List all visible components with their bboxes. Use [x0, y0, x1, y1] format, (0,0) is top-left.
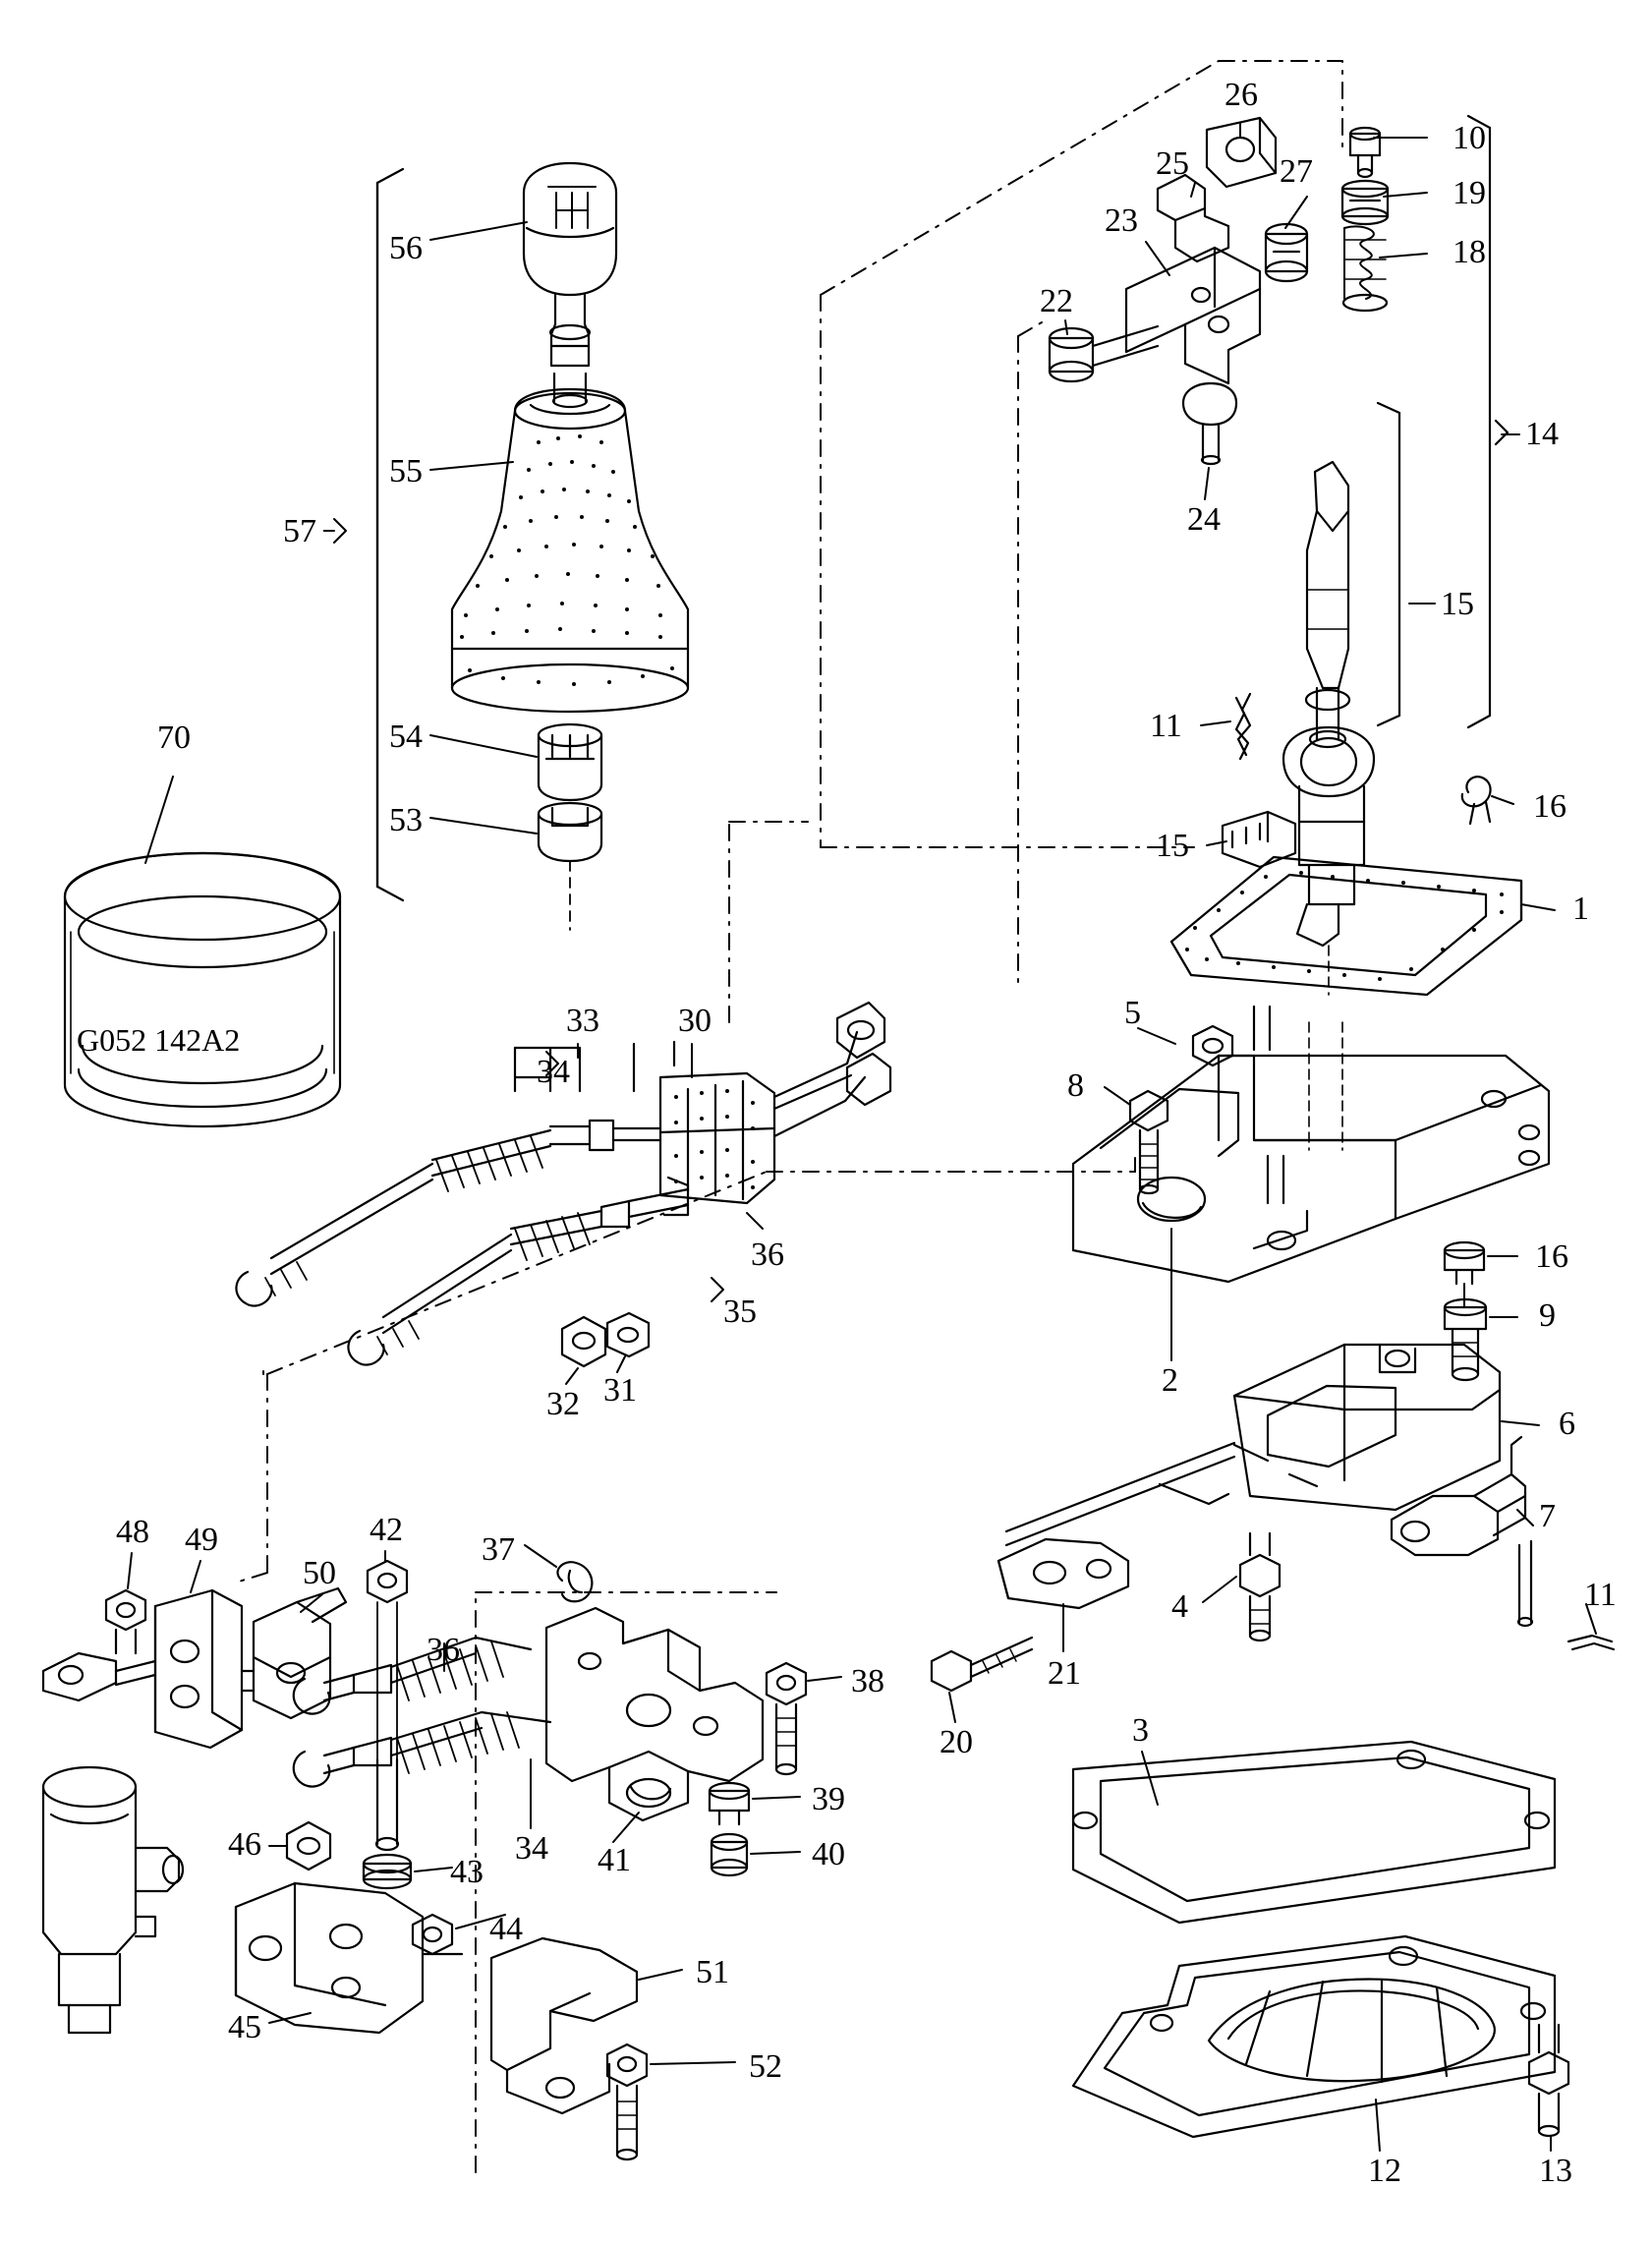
callout-33: 33 [566, 1003, 599, 1039]
callout-22: 22 [1040, 283, 1073, 319]
callout-13: 13 [1539, 2153, 1572, 2189]
callout-55: 55 [389, 453, 423, 489]
callout-8: 8 [1067, 1067, 1084, 1104]
callout-12: 12 [1368, 2153, 1401, 2189]
callout-19: 19 [1453, 175, 1486, 211]
callout-40: 40 [812, 1836, 845, 1872]
callout-30: 30 [678, 1003, 712, 1039]
callout-35: 35 [723, 1294, 757, 1330]
callout-25: 25 [1156, 145, 1189, 182]
callout-34-upper: 34 [537, 1054, 570, 1090]
callout-7: 7 [1539, 1498, 1556, 1534]
callout-16-mid: 16 [1535, 1238, 1568, 1275]
callout-56: 56 [389, 230, 423, 266]
callout-23: 23 [1105, 202, 1138, 239]
callout-41: 41 [598, 1842, 631, 1878]
callout-36-lower: 36 [427, 1632, 460, 1668]
callout-15-right: 15 [1441, 586, 1474, 622]
callout-15-switch: 15 [1156, 828, 1189, 864]
callout-38: 38 [851, 1663, 884, 1699]
callout-36-mid: 36 [751, 1237, 784, 1273]
callout-42: 42 [370, 1512, 403, 1548]
callout-4: 4 [1171, 1588, 1188, 1625]
callout-27: 27 [1280, 153, 1313, 190]
callout-2: 2 [1162, 1362, 1178, 1399]
callout-45: 45 [228, 2009, 261, 2045]
callout-43: 43 [450, 1854, 484, 1890]
oil-can-product-code: G052 142A2 [77, 1022, 241, 1058]
callout-24: 24 [1187, 501, 1221, 538]
callout-18: 18 [1453, 234, 1486, 270]
callout-48: 48 [116, 1514, 149, 1550]
callout-20: 20 [940, 1724, 973, 1760]
callout-52: 52 [749, 2048, 782, 2085]
callout-57: 57 [283, 513, 316, 549]
callout-21: 21 [1048, 1655, 1081, 1692]
callout-54: 54 [389, 719, 423, 755]
callout-26: 26 [1225, 77, 1258, 113]
callout-39: 39 [812, 1781, 845, 1817]
callout-51: 51 [696, 1954, 729, 1990]
callout-1: 1 [1572, 891, 1589, 927]
callout-46: 46 [228, 1826, 261, 1863]
callout-6: 6 [1559, 1406, 1575, 1442]
callout-11-lower: 11 [1584, 1577, 1617, 1613]
callout-9: 9 [1539, 1297, 1556, 1334]
callout-5: 5 [1124, 995, 1141, 1031]
callout-3: 3 [1132, 1712, 1149, 1749]
callout-49: 49 [185, 1522, 218, 1558]
callout-34-lower: 34 [515, 1830, 548, 1867]
callout-53: 53 [389, 802, 423, 838]
callout-32: 32 [546, 1386, 580, 1422]
callout-31: 31 [603, 1372, 637, 1409]
callout-37: 37 [482, 1531, 515, 1568]
callout-14: 14 [1525, 416, 1559, 452]
callout-10: 10 [1453, 120, 1486, 156]
callout-16-upper: 16 [1533, 788, 1567, 825]
callout-70: 70 [157, 720, 191, 756]
callout-44: 44 [489, 1911, 523, 1947]
callout-50: 50 [303, 1555, 336, 1591]
callout-11-upper: 11 [1150, 708, 1182, 744]
